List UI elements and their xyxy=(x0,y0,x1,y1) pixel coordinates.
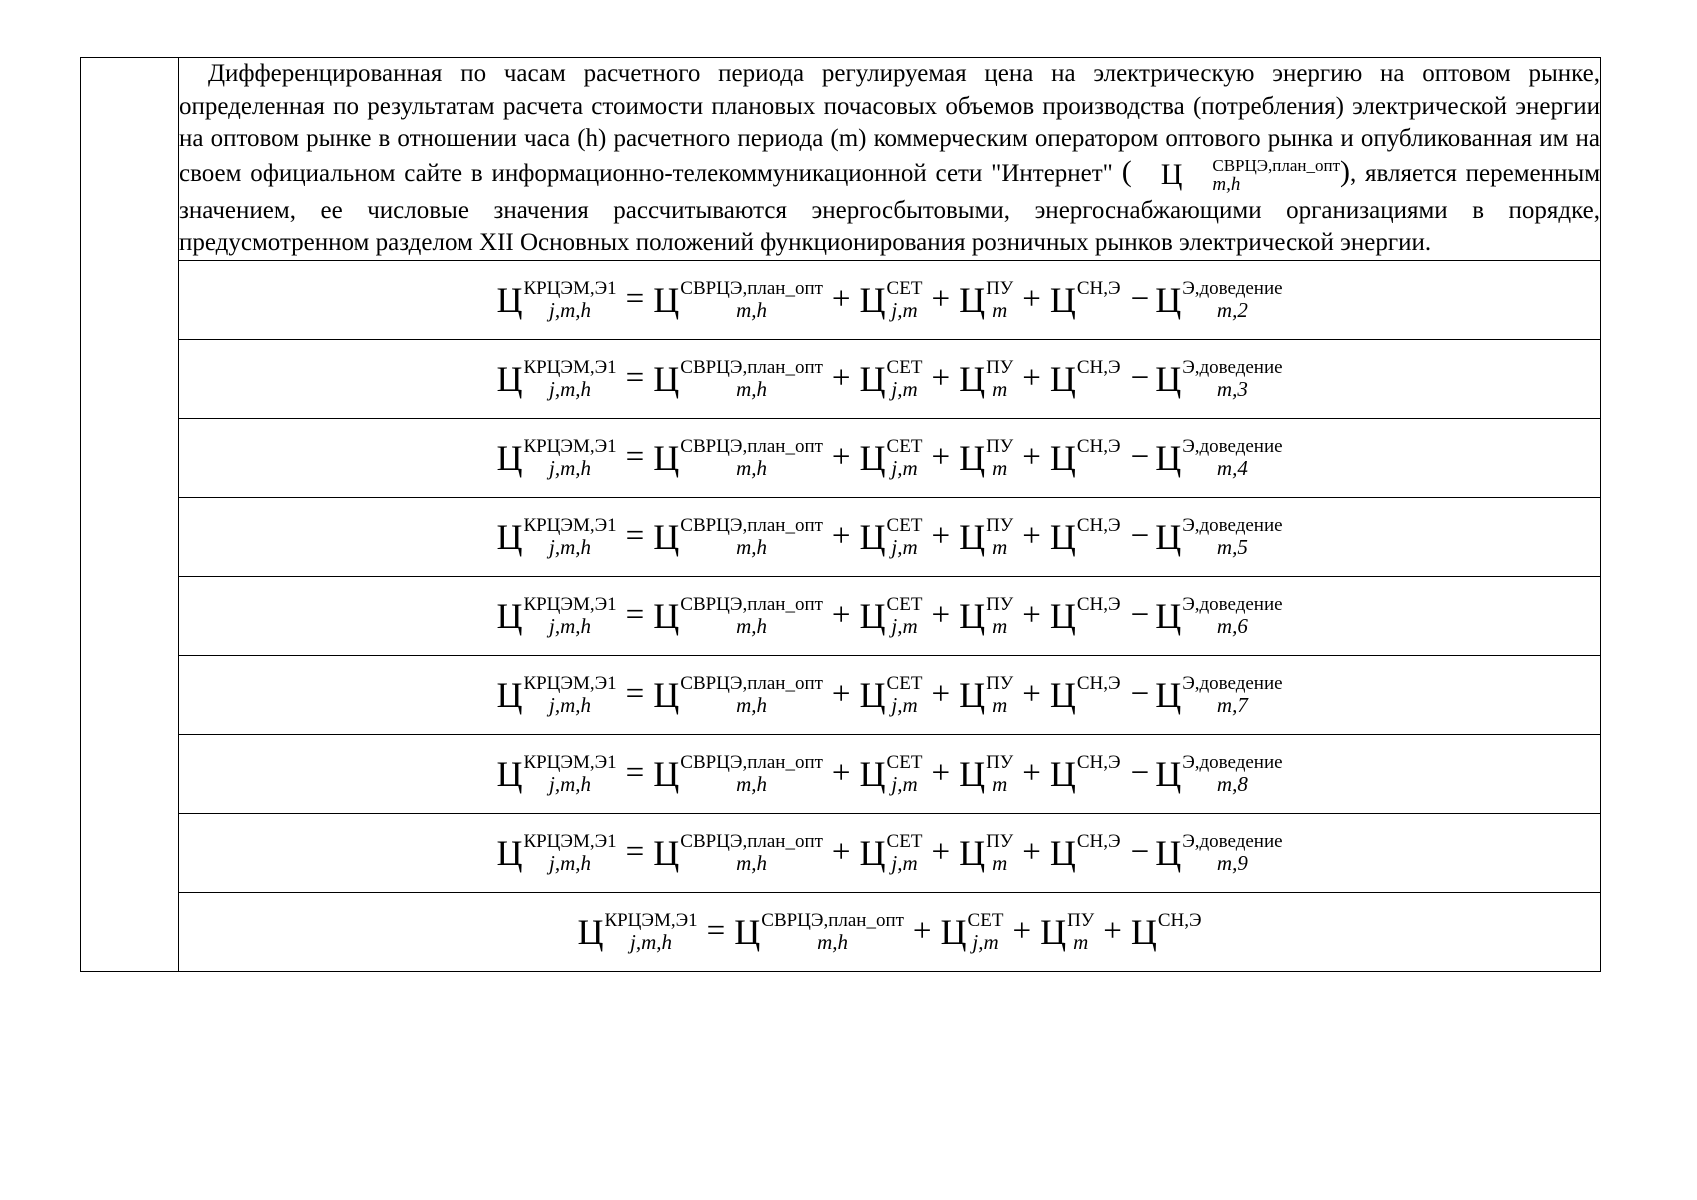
price-term-1 xyxy=(496,515,616,559)
symbol-superscript: СВРЦЭ,план_опт xyxy=(1212,155,1340,175)
term-subscript: m,4 xyxy=(1216,455,1248,480)
price-term-1 xyxy=(496,594,616,638)
term-base: Ц xyxy=(959,595,986,636)
plus-sign: + xyxy=(931,676,951,712)
term-superscript: СЕТ xyxy=(886,356,923,378)
open-paren: ( xyxy=(1121,154,1132,188)
term-subscript: j,m xyxy=(891,771,918,796)
price-term-3 xyxy=(860,673,923,717)
plus-sign: + xyxy=(1022,439,1041,475)
equals-sign: = xyxy=(625,755,645,791)
term-subscript: m,h xyxy=(736,771,768,796)
plus-sign: + xyxy=(831,834,851,870)
term-subscript: j,m xyxy=(891,534,918,559)
price-term-2 xyxy=(653,594,823,638)
term-base: Ц xyxy=(1155,516,1182,557)
term-base: Ц xyxy=(859,832,886,873)
price-term-3 xyxy=(860,752,923,796)
formula-row xyxy=(81,418,1601,497)
term-superscript: Э,доведение xyxy=(1182,514,1283,536)
term-subscript: m,5 xyxy=(1216,534,1248,559)
term-superscript: Э,доведение xyxy=(1182,356,1283,378)
price-term-4 xyxy=(1040,910,1094,954)
term-superscript: ПУ xyxy=(986,356,1014,378)
term-base: Ц xyxy=(959,279,986,320)
formula-row xyxy=(81,339,1601,418)
description-row xyxy=(81,58,1601,261)
term-subscript: m,h xyxy=(736,297,768,322)
term-base: Ц xyxy=(496,832,523,873)
price-term-3 xyxy=(860,594,923,638)
minus-sign: − xyxy=(1130,755,1150,791)
term-subscript xyxy=(1077,536,1121,559)
formula-cell xyxy=(179,418,1601,497)
term-subscript: m,h xyxy=(736,613,768,638)
term-base: Ц xyxy=(1049,358,1076,399)
formula-cell xyxy=(179,892,1601,971)
price-term-6 xyxy=(1155,278,1282,322)
plus-sign: + xyxy=(931,518,951,554)
equals-sign: = xyxy=(625,834,645,870)
price-term-4 xyxy=(959,831,1013,875)
price-term-3 xyxy=(860,436,923,480)
term-superscript: СН,Э xyxy=(1076,435,1121,457)
term-superscript: ПУ xyxy=(986,277,1014,299)
price-term-1 xyxy=(496,357,616,401)
formula-cell xyxy=(179,655,1601,734)
term-base: Ц xyxy=(496,437,523,478)
term-subscript: m,6 xyxy=(1216,613,1248,638)
term-subscript: m xyxy=(992,455,1008,480)
plus-sign: + xyxy=(831,755,851,791)
term-subscript: m,h xyxy=(736,455,768,480)
term-subscript xyxy=(1158,931,1202,954)
term-base: Ц xyxy=(1155,437,1182,478)
plus-sign: + xyxy=(931,755,951,791)
term-subscript xyxy=(1077,457,1121,480)
term-base: Ц xyxy=(1049,279,1076,320)
term-superscript: Э,доведение xyxy=(1182,830,1283,852)
term-base: Ц xyxy=(859,516,886,557)
paragraph-text-part2: , является переменным значением, ее числовые значения рассчитываются энергосбытовыми, энергоснабжающими организациями в порядке, предусмотренном разделом XII Основных положений функционирования розничных рынков электрической энергии. xyxy=(179,159,1601,256)
equals-sign: = xyxy=(625,518,645,554)
term-base: Ц xyxy=(859,437,886,478)
term-base: Ц xyxy=(1155,832,1182,873)
price-formula xyxy=(496,594,1282,638)
formula-cell xyxy=(179,260,1601,339)
term-subscript xyxy=(1077,378,1121,401)
equals-sign: = xyxy=(625,597,645,633)
plus-sign: + xyxy=(912,913,932,949)
term-superscript: СН,Э xyxy=(1076,514,1121,536)
plus-sign: + xyxy=(1022,360,1041,396)
term-subscript: j,m xyxy=(891,692,918,717)
term-base: Ц xyxy=(959,358,986,399)
term-base: Ц xyxy=(959,437,986,478)
plus-sign: + xyxy=(831,518,851,554)
term-superscript: СН,Э xyxy=(1076,277,1121,299)
minus-sign: − xyxy=(1130,360,1150,396)
term-superscript: СН,Э xyxy=(1076,672,1121,694)
description-cell xyxy=(179,58,1601,261)
term-subscript: j,m xyxy=(891,455,918,480)
price-term-6 xyxy=(1155,436,1282,480)
price-term-4 xyxy=(959,594,1013,638)
term-superscript: КРЦЭМ,Э1 xyxy=(604,909,698,931)
plus-sign: + xyxy=(831,676,851,712)
term-base: Ц xyxy=(959,832,986,873)
price-term-1 xyxy=(496,436,616,480)
term-superscript: Э,доведение xyxy=(1182,435,1283,457)
term-subscript xyxy=(1077,694,1121,717)
formula-cell xyxy=(179,734,1601,813)
term-superscript: КРЦЭМ,Э1 xyxy=(523,830,617,852)
term-base: Ц xyxy=(653,832,680,873)
close-paren: ) xyxy=(1340,154,1350,188)
plus-sign: + xyxy=(931,360,951,396)
term-superscript: СВРЦЭ,план_опт xyxy=(680,514,823,536)
term-base: Ц xyxy=(653,595,680,636)
term-superscript: СЕТ xyxy=(886,277,923,299)
formula-cell xyxy=(179,497,1601,576)
price-term-5 xyxy=(1050,673,1121,717)
term-base: Ц xyxy=(1130,911,1157,952)
term-subscript: m xyxy=(992,376,1008,401)
term-superscript: ПУ xyxy=(986,514,1014,536)
price-term-3 xyxy=(860,515,923,559)
term-subscript: j,m,h xyxy=(549,297,592,322)
plus-sign: + xyxy=(1022,834,1041,870)
term-subscript: j,m xyxy=(891,376,918,401)
plus-sign: + xyxy=(1022,676,1041,712)
price-term-4 xyxy=(959,357,1013,401)
term-base: Ц xyxy=(577,911,604,952)
term-base: Ц xyxy=(940,911,967,952)
term-subscript: j,m,h xyxy=(549,850,592,875)
price-term-5 xyxy=(1050,515,1121,559)
price-term-5 xyxy=(1131,910,1202,954)
term-subscript: m,7 xyxy=(1216,692,1248,717)
term-base: Ц xyxy=(1049,674,1076,715)
price-term-4 xyxy=(959,278,1013,322)
term-subscript: j,m xyxy=(891,850,918,875)
formula-row xyxy=(81,892,1601,971)
term-subscript: m,3 xyxy=(1216,376,1248,401)
description-paragraph xyxy=(179,58,1600,260)
plus-sign: + xyxy=(1022,518,1041,554)
equals-sign: = xyxy=(625,281,645,317)
term-superscript: СЕТ xyxy=(886,514,923,536)
price-term-5 xyxy=(1050,357,1121,401)
term-subscript: m xyxy=(992,692,1008,717)
term-superscript: ПУ xyxy=(986,593,1014,615)
term-subscript: j,m,h xyxy=(549,455,592,480)
price-term-2 xyxy=(653,831,823,875)
term-subscript: m xyxy=(992,534,1008,559)
term-superscript: КРЦЭМ,Э1 xyxy=(523,593,617,615)
term-base: Ц xyxy=(496,279,523,320)
term-base: Ц xyxy=(959,516,986,557)
term-superscript: ПУ xyxy=(986,672,1014,694)
price-term-1 xyxy=(577,910,697,954)
term-base: Ц xyxy=(959,753,986,794)
term-subscript: m,9 xyxy=(1216,850,1248,875)
term-base: Ц xyxy=(1155,595,1182,636)
minus-sign: − xyxy=(1130,834,1150,870)
price-term-5 xyxy=(1050,752,1121,796)
term-superscript: СВРЦЭ,план_опт xyxy=(761,909,904,931)
term-superscript: СВРЦЭ,план_опт xyxy=(680,435,823,457)
term-superscript: КРЦЭМ,Э1 xyxy=(523,514,617,536)
formula-row xyxy=(81,497,1601,576)
term-subscript: m,h xyxy=(817,929,849,954)
term-subscript: m xyxy=(992,613,1008,638)
price-term-1 xyxy=(496,278,616,322)
term-superscript: СН,Э xyxy=(1076,751,1121,773)
price-formula xyxy=(496,278,1282,322)
term-subscript: j,m,h xyxy=(549,692,592,717)
price-term-4 xyxy=(959,515,1013,559)
term-subscript xyxy=(1077,615,1121,638)
price-term-6 xyxy=(1155,831,1282,875)
term-subscript: j,m,h xyxy=(549,534,592,559)
term-superscript: ПУ xyxy=(986,751,1014,773)
term-superscript: ПУ xyxy=(1067,909,1095,931)
term-subscript xyxy=(1077,773,1121,796)
price-term-5 xyxy=(1050,278,1121,322)
formula-cell xyxy=(179,339,1601,418)
term-base: Ц xyxy=(653,437,680,478)
term-subscript xyxy=(1077,299,1121,322)
price-term-3 xyxy=(860,357,923,401)
term-superscript: СВРЦЭ,план_опт xyxy=(680,356,823,378)
formula-cell xyxy=(179,813,1601,892)
symbol-subscript: m,h xyxy=(1212,173,1241,195)
price-term-5 xyxy=(1050,594,1121,638)
equals-sign: = xyxy=(625,676,645,712)
document-page xyxy=(80,57,1601,972)
term-base: Ц xyxy=(859,358,886,399)
price-term-1 xyxy=(496,831,616,875)
price-term-4 xyxy=(959,752,1013,796)
term-subscript: m,h xyxy=(736,534,768,559)
term-base: Ц xyxy=(496,516,523,557)
price-formula xyxy=(496,673,1282,717)
price-term-6 xyxy=(1155,594,1282,638)
term-base: Ц xyxy=(1155,674,1182,715)
left-empty-column xyxy=(81,58,179,972)
term-superscript: ПУ xyxy=(986,830,1014,852)
term-subscript: m xyxy=(992,297,1008,322)
plus-sign: + xyxy=(1012,913,1032,949)
price-term-1 xyxy=(496,673,616,717)
term-base: Ц xyxy=(859,595,886,636)
plus-sign: + xyxy=(831,439,851,475)
formula-table xyxy=(80,57,1601,972)
price-term-2 xyxy=(653,752,823,796)
term-base: Ц xyxy=(653,358,680,399)
plus-sign: + xyxy=(931,834,951,870)
term-superscript: СЕТ xyxy=(886,672,923,694)
term-base: Ц xyxy=(1049,437,1076,478)
formula-row xyxy=(81,734,1601,813)
formula-row xyxy=(81,813,1601,892)
term-superscript: СЕТ xyxy=(886,751,923,773)
term-superscript: СЕТ xyxy=(886,435,923,457)
term-base: Ц xyxy=(496,595,523,636)
term-superscript: КРЦЭМ,Э1 xyxy=(523,435,617,457)
term-subscript xyxy=(1077,852,1121,875)
price-term-4 xyxy=(959,673,1013,717)
price-term-6 xyxy=(1155,357,1282,401)
term-superscript: КРЦЭМ,Э1 xyxy=(523,672,617,694)
equals-sign: = xyxy=(625,439,645,475)
price-term-6 xyxy=(1155,515,1282,559)
term-base: Ц xyxy=(1049,595,1076,636)
term-base: Ц xyxy=(653,674,680,715)
term-superscript: КРЦЭМ,Э1 xyxy=(523,277,617,299)
minus-sign: − xyxy=(1130,676,1150,712)
term-subscript: j,m xyxy=(972,929,999,954)
price-term-6 xyxy=(1155,752,1282,796)
plus-sign: + xyxy=(931,597,951,633)
term-superscript: Э,доведение xyxy=(1182,672,1283,694)
plus-sign: + xyxy=(1103,913,1122,949)
formula-row xyxy=(81,260,1601,339)
price-term-2 xyxy=(653,673,823,717)
term-superscript: СЕТ xyxy=(886,593,923,615)
plus-sign: + xyxy=(1022,597,1041,633)
price-term-2 xyxy=(653,357,823,401)
term-superscript: СН,Э xyxy=(1157,909,1202,931)
term-base: Ц xyxy=(1049,753,1076,794)
term-base: Ц xyxy=(496,674,523,715)
term-base: Ц xyxy=(653,516,680,557)
price-formula xyxy=(496,752,1282,796)
term-superscript: Э,доведение xyxy=(1182,277,1283,299)
inline-price-symbol xyxy=(1132,156,1340,195)
term-superscript: СВРЦЭ,план_опт xyxy=(680,751,823,773)
plus-sign: + xyxy=(931,281,951,317)
term-base: Ц xyxy=(959,674,986,715)
term-subscript: j,m,h xyxy=(549,613,592,638)
price-formula xyxy=(496,831,1282,875)
term-base: Ц xyxy=(1155,358,1182,399)
term-subscript: j,m,h xyxy=(549,376,592,401)
term-superscript: Э,доведение xyxy=(1182,751,1283,773)
term-subscript: j,m xyxy=(891,297,918,322)
term-superscript: Э,доведение xyxy=(1182,593,1283,615)
equals-sign: = xyxy=(706,913,726,949)
price-term-4 xyxy=(959,436,1013,480)
term-superscript: СВРЦЭ,план_опт xyxy=(680,672,823,694)
price-term-3 xyxy=(860,831,923,875)
term-base: Ц xyxy=(1049,516,1076,557)
plus-sign: + xyxy=(1022,281,1041,317)
term-superscript: СВРЦЭ,план_опт xyxy=(680,830,823,852)
term-base: Ц xyxy=(1155,753,1182,794)
minus-sign: − xyxy=(1130,439,1150,475)
plus-sign: + xyxy=(931,439,951,475)
term-subscript: m,2 xyxy=(1216,297,1248,322)
plus-sign: + xyxy=(831,597,851,633)
term-base: Ц xyxy=(496,358,523,399)
price-formula xyxy=(496,357,1282,401)
price-term-5 xyxy=(1050,831,1121,875)
price-term-2 xyxy=(653,436,823,480)
term-base: Ц xyxy=(1155,279,1182,320)
term-subscript: m,h xyxy=(736,850,768,875)
paragraph-text-part1: Дифференцированная по часам расчетного периода регулируемая цена на электрическую энергию на оптовом рынке, определенная по результатам расчета стоимости плановых почасовых объемов производства (потребления) электрической энергии на оптовом рынке в отношении часа (h) расчетного периода (m) коммерческим оператором оптового рынка и опубликованная им на своем официальном сайте в информационно-телекоммуникационной сети "Интернет" xyxy=(179,60,1600,187)
term-subscript: j,m,h xyxy=(549,771,592,796)
term-subscript: m xyxy=(1073,929,1089,954)
price-term-2 xyxy=(653,278,823,322)
term-base: Ц xyxy=(653,279,680,320)
price-term-2 xyxy=(734,910,904,954)
formula-row xyxy=(81,655,1601,734)
price-term-2 xyxy=(653,515,823,559)
plus-sign: + xyxy=(831,281,851,317)
term-superscript: СЕТ xyxy=(967,909,1004,931)
term-superscript: СЕТ xyxy=(886,830,923,852)
term-superscript: ПУ xyxy=(986,435,1014,457)
term-base: Ц xyxy=(859,753,886,794)
price-term-6 xyxy=(1155,673,1282,717)
plus-sign: + xyxy=(831,360,851,396)
term-base: Ц xyxy=(859,279,886,320)
term-superscript: СН,Э xyxy=(1076,356,1121,378)
term-subscript: j,m xyxy=(891,613,918,638)
price-term-5 xyxy=(1050,436,1121,480)
term-superscript: КРЦЭМ,Э1 xyxy=(523,356,617,378)
term-subscript: m xyxy=(992,850,1008,875)
term-base: Ц xyxy=(1049,832,1076,873)
term-base: Ц xyxy=(734,911,761,952)
term-superscript: СВРЦЭ,план_опт xyxy=(680,593,823,615)
plus-sign: + xyxy=(1022,755,1041,791)
term-base: Ц xyxy=(1040,911,1067,952)
term-subscript: m,h xyxy=(736,692,768,717)
symbol-base: Ц xyxy=(1160,158,1183,191)
term-superscript: СН,Э xyxy=(1076,593,1121,615)
term-superscript: СВРЦЭ,план_опт xyxy=(680,277,823,299)
formula-cell xyxy=(179,576,1601,655)
term-subscript: m xyxy=(992,771,1008,796)
formula-row xyxy=(81,576,1601,655)
term-base: Ц xyxy=(496,753,523,794)
price-term-3 xyxy=(860,278,923,322)
price-term-3 xyxy=(941,910,1004,954)
equals-sign: = xyxy=(625,360,645,396)
term-subscript: m,h xyxy=(736,376,768,401)
term-superscript: СН,Э xyxy=(1076,830,1121,852)
term-base: Ц xyxy=(653,753,680,794)
minus-sign: − xyxy=(1130,281,1150,317)
price-term-1 xyxy=(496,752,616,796)
minus-sign: − xyxy=(1130,597,1150,633)
price-formula xyxy=(577,910,1201,954)
price-formula xyxy=(496,515,1282,559)
term-superscript: КРЦЭМ,Э1 xyxy=(523,751,617,773)
term-base: Ц xyxy=(859,674,886,715)
term-subscript: j,m,h xyxy=(630,929,673,954)
term-subscript: m,8 xyxy=(1216,771,1248,796)
minus-sign: − xyxy=(1130,518,1150,554)
price-formula xyxy=(496,436,1282,480)
